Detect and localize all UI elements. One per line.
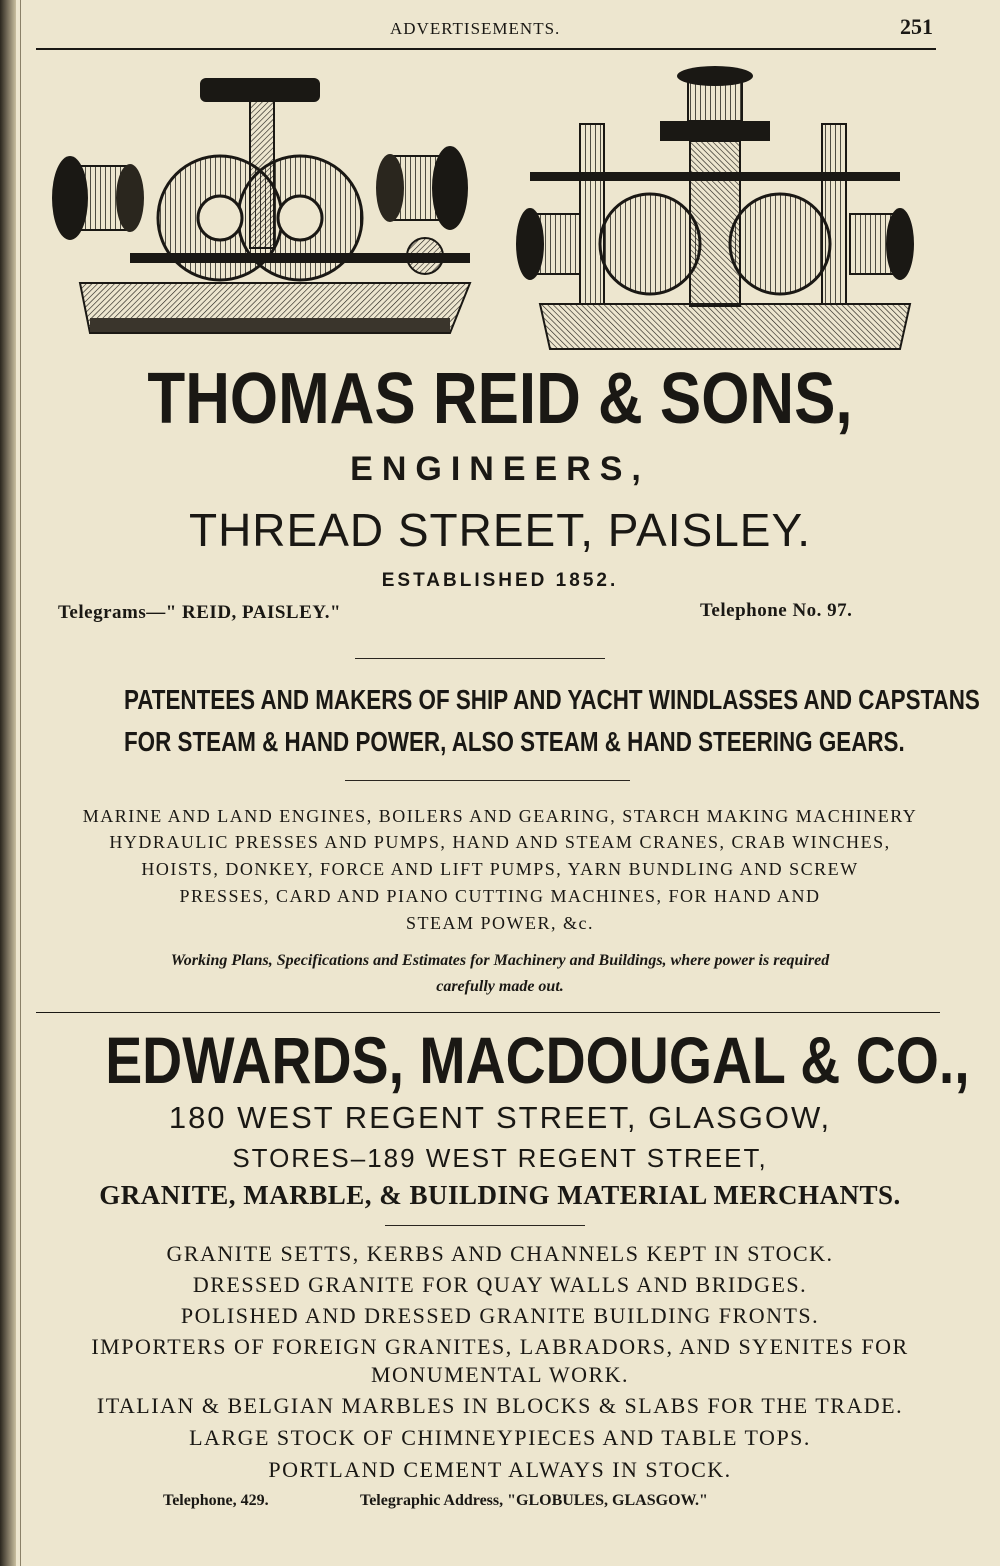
edwards-stock-line: PORTLAND CEMENT ALWAYS IN STOCK.	[268, 1457, 732, 1482]
reid-plans-line-1: Working Plans, Specifications and Estimates for Machinery and Buildings, where power is required	[170, 952, 830, 969]
edwards-stores: STORES–189 WEST REGENT STREET,	[232, 1143, 768, 1173]
advert-separator-rule	[36, 1012, 940, 1013]
divider-short	[345, 780, 630, 781]
edwards-stock-line: DRESSED GRANITE FOR QUAY WALLS AND BRIDGES.	[192, 1272, 808, 1297]
header-rule	[36, 48, 936, 50]
edwards-stock-line: IMPORTERS OF FOREIGN GRANITES, LABRADORS, AND SYENITES FOR	[91, 1334, 909, 1359]
reid-plans-line-2: carefully made out.	[436, 978, 564, 995]
reid-address: THREAD STREET, PAISLEY.	[188, 504, 812, 556]
reid-company-name: THOMAS REID & SONS,	[147, 359, 853, 439]
reid-service-line: HOISTS, DONKEY, FORCE AND LIFT PUMPS, YARN BUNDLING AND SCREW	[141, 859, 859, 879]
reid-established: ESTABLISHED 1852.	[381, 570, 619, 591]
edwards-stock-line: POLISHED AND DRESSED GRANITE BUILDING FRONTS.	[180, 1303, 820, 1328]
edwards-stock-line: MONUMENTAL WORK.	[370, 1362, 630, 1387]
edwards-address: 180 WEST REGENT STREET, GLASGOW,	[168, 1100, 832, 1135]
reid-patentees-line-1: PATENTEES AND MAKERS OF SHIP AND YACHT WINDLASSES AND CAPSTANS	[124, 684, 980, 715]
reid-telephone: Telephone No. 97.	[700, 600, 853, 621]
reid-engineers: ENGINEERS,	[350, 450, 650, 488]
edwards-company-name: EDWARDS, MACDOUGAL & CO.,	[105, 1023, 970, 1097]
windlass-engraving-icon	[30, 68, 480, 348]
edwards-stock-line: GRANITE SETTS, KERBS AND CHANNELS KEPT IN STOCK.	[166, 1241, 834, 1266]
edwards-telephone: Telephone, 429.	[163, 1492, 269, 1509]
edwards-telegraphic-address: Telegraphic Address, "GLOBULES, GLASGOW."	[360, 1492, 708, 1509]
running-header: ADVERTISEMENTS.	[390, 19, 561, 38]
reid-service-line: MARINE AND LAND ENGINES, BOILERS AND GEARING, STARCH MAKING MACHINERY	[82, 806, 918, 826]
capstan-windlass-engraving-icon	[510, 64, 920, 354]
divider-short	[355, 658, 605, 659]
edwards-stock-line: LARGE STOCK OF CHIMNEYPIECES AND TABLE TOPS.	[189, 1425, 811, 1450]
book-binding-edge	[0, 0, 16, 1566]
reid-service-line: STEAM POWER, &c.	[406, 913, 594, 933]
gutter-line	[20, 0, 21, 1566]
page-number: 251	[900, 14, 933, 39]
edwards-stock-line: ITALIAN & BELGIAN MARBLES IN BLOCKS & SLABS FOR THE TRADE.	[96, 1393, 904, 1418]
reid-patentees-line-2: FOR STEAM & HAND POWER, ALSO STEAM & HAND STEERING GEARS.	[124, 726, 905, 757]
reid-telegrams: Telegrams—" REID, PAISLEY."	[58, 602, 342, 623]
divider-short	[385, 1225, 585, 1226]
reid-service-line: PRESSES, CARD AND PIANO CUTTING MACHINES, FOR HAND AND	[179, 886, 821, 906]
edwards-trade: GRANITE, MARBLE, & BUILDING MATERIAL MERCHANTS.	[99, 1180, 901, 1210]
reid-service-line: HYDRAULIC PRESSES AND PUMPS, HAND AND STEAM CRANES, CRAB WINCHES,	[109, 832, 891, 852]
